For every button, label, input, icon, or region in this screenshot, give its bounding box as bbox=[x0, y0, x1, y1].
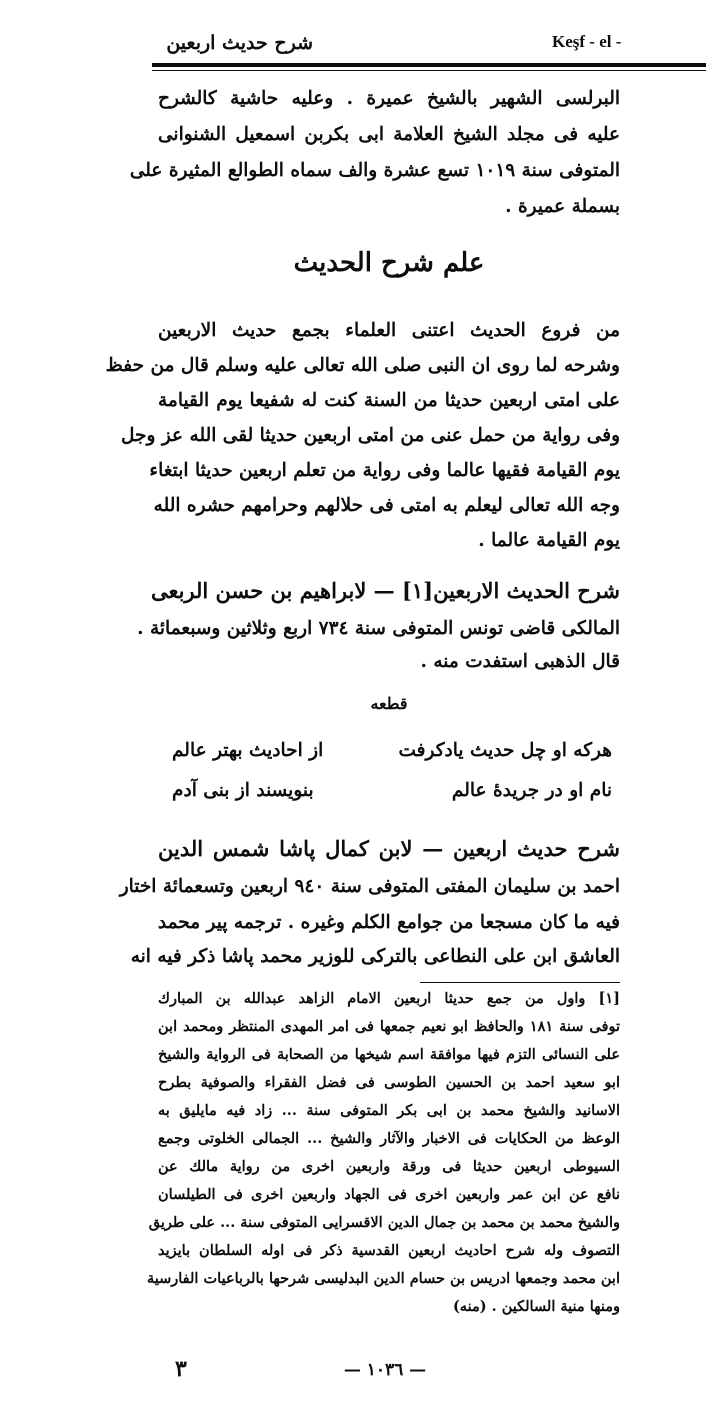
text-line: يوم القيامة فقيها عالما وفى رواية من تعلم اربعين حديثا ابتغاء bbox=[149, 460, 620, 481]
text-line: بسملة عميرة . bbox=[505, 196, 620, 217]
page-header bbox=[152, 26, 708, 62]
footnote-line: ابن محمد وجمعها ادريس بن حسام الدين البدليسى شرحها بالرباعيات الفارسية bbox=[146, 1270, 620, 1287]
folio-mark: ٣ bbox=[175, 1356, 187, 1382]
footnote-line: نافع عن ابن عمر واربعين اخرى فى الجهاد واربعين اخرى فى الطيلسان bbox=[158, 1186, 620, 1203]
text-line: فيه ما كان مسجعا من جوامع الكلم وغيره . ترجمه پير محمد bbox=[157, 912, 620, 933]
stanza-title: قطعه bbox=[370, 694, 408, 713]
text-line: العاشق ابن على النطاعى بالتركى للوزير محمد پاشا ذكر فيه انه bbox=[130, 946, 620, 967]
footnote-line: التصوف وله شرح احاديث اربعين القدسية ذكر فى اوله السلطان بايزيد bbox=[158, 1242, 620, 1259]
entry-title-line: شرح حديث اربعين — لابن كمال پاشا شمس الدين bbox=[158, 836, 620, 861]
footnote-line: الاسانيد والشيخ محمد بن ابى بكر المتوفى سنة ... زاد فيه مايليق به bbox=[158, 1102, 620, 1119]
text-line: يوم القيامة عالما . bbox=[478, 530, 620, 551]
entry-title-line: شرح الحديث الاربعين[١] — لابراهيم بن حسن الربعى bbox=[150, 578, 620, 603]
text-line: من فروع الحديث اعتنى العلماء بجمع حديث الاربعين bbox=[158, 320, 620, 341]
text-line: عليه فى مجلد الشيخ العلامة ابى بكربن اسمعيل الشنوانى bbox=[158, 124, 620, 145]
hemistich: هركه او چل حديث يادكرفت bbox=[398, 740, 612, 761]
footnote-line: ابو سعيد احمد بن الحسين الطوسى فى فضل الفقراء والصوفية بطرح bbox=[158, 1074, 620, 1091]
section-heading: علم شرح الحديث bbox=[293, 248, 485, 278]
hemistich: نام او در جريدهٔ عالم bbox=[451, 780, 612, 801]
header-rule-thin bbox=[152, 70, 706, 71]
text-line: البرلسى الشهير بالشيخ عميرة . وعليه حاشية كالشرح bbox=[158, 88, 620, 109]
side-label: Keşf - el - bbox=[552, 32, 622, 51]
header-rule bbox=[152, 63, 706, 67]
text-line: وجه الله تعالى ليعلم به امتى فى حلالهم وحرامهم حشره الله bbox=[153, 495, 620, 516]
hemistich: بنويسند از بنى آدم bbox=[172, 780, 314, 801]
footnote-line: ومنها منية السالكين . (منه) bbox=[452, 1298, 620, 1315]
page-number: — ١٠٣٦ — bbox=[343, 1360, 427, 1380]
text-line: المالكى قاضى تونس المتوفى سنة ٧٣٤ اربع وثلاثين وسبعمائة . bbox=[137, 618, 620, 639]
text-line: احمد بن سليمان المفتى المتوفى سنة ٩٤٠ اربعين وتسعمائة اختار bbox=[119, 876, 620, 897]
running-title: شرح حديث اربعين bbox=[166, 32, 313, 54]
footnote-line: توفى سنة ١٨١ والحافظ ابو نعيم جمعها فى امر المهدى المنتظر ومحمد ابن bbox=[158, 1018, 620, 1035]
footnote-rule bbox=[420, 982, 620, 983]
footnote-line: الوعظ من الحكايات فى الاخبار والآثار والشيخ ... الجمالى الخلوتى وجمع bbox=[158, 1130, 620, 1147]
hemistich: از احاديث بهتر عالم bbox=[172, 740, 324, 761]
text-line: على امتى اربعين حديثا من السنة كنت له شفيعا يوم القيامة bbox=[158, 390, 620, 411]
text-line: وفى رواية من حمل عنى من امتى اربعين حديثا لقى الله عز وجل bbox=[121, 425, 620, 446]
text-line: المتوفى سنة ١٠١٩ تسع عشرة والف سماه الطوالع المثيرة على bbox=[129, 160, 620, 181]
footnote-line: على النسائى التزم فيها موافقة اسم شيخها من الصحابة فى الرواية والشيخ bbox=[158, 1046, 620, 1063]
footnote-line: والشيخ محمد بن محمد بن جمال الدين الاقسرايى المتوفى سنة ... على طريق bbox=[148, 1214, 620, 1231]
text-line: قال الذهبى استفدت منه . bbox=[420, 651, 620, 672]
footnote-line: السيوطى اربعين حديثا فى ورقة واربعين اخرى من رواية مالك عن bbox=[158, 1158, 620, 1175]
text-line: وشرحه لما روى ان النبى صلى الله تعالى عليه وسلم قال من حفظ bbox=[105, 355, 620, 376]
footnote-line: [١] واول من جمع حديثا اربعين الامام الزاهد عبدالله بن المبارك bbox=[158, 990, 620, 1007]
